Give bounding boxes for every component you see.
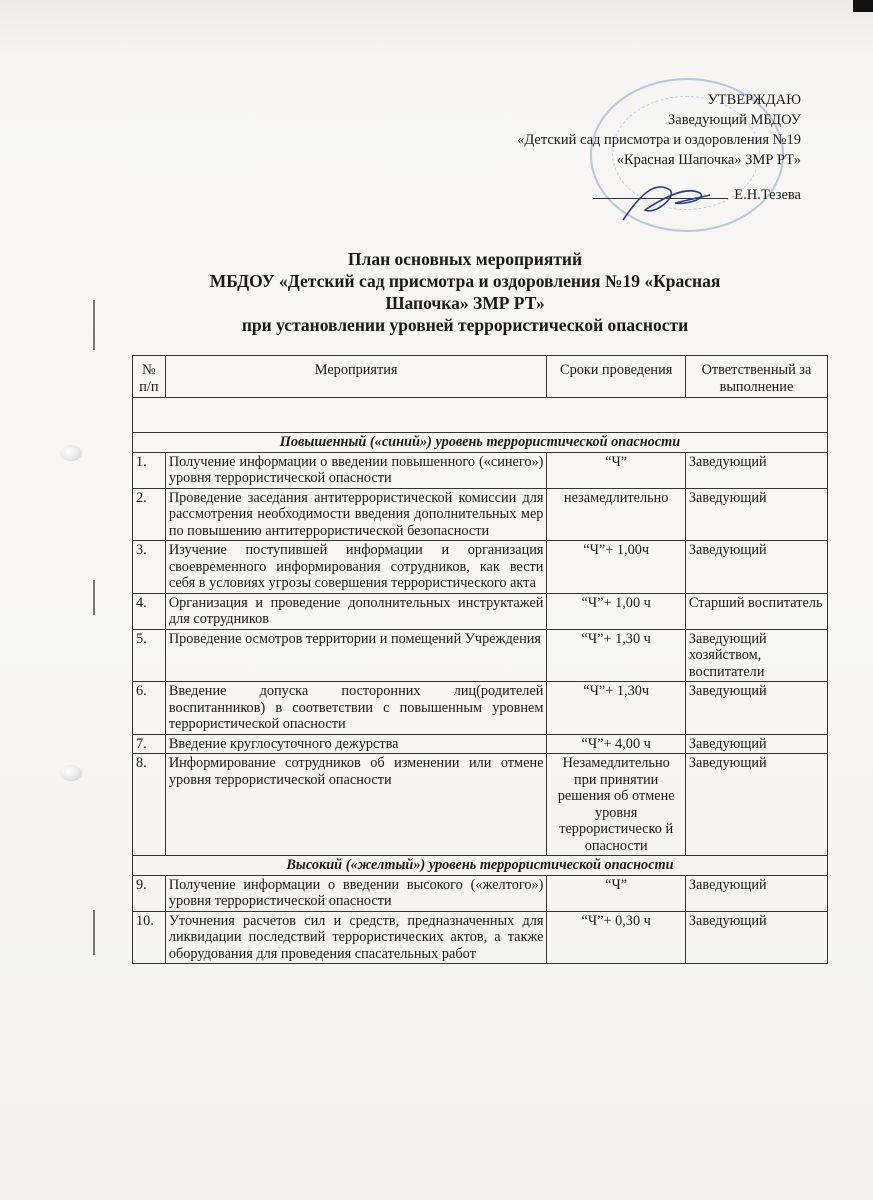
cell-term: “Ч” xyxy=(547,452,685,488)
cell-term: Незамедлительно при принятии решения об отмене уровня террористическо й опасности xyxy=(547,754,685,856)
table-row xyxy=(133,682,828,735)
table-row xyxy=(133,593,828,629)
cell-responsible: Заведующий xyxy=(685,452,827,488)
table-row xyxy=(133,754,828,856)
activities-table xyxy=(132,355,828,964)
cell-term: “Ч”+ 0,30 ч xyxy=(547,911,685,964)
cell-term: незамедлительно xyxy=(547,488,685,541)
cell-term: “Ч”+ 1,30 ч xyxy=(547,629,685,682)
section-row-yellow xyxy=(133,856,828,876)
section-heading: Высокий («желтый») уровень террористической опасности xyxy=(133,856,828,876)
cell-activity: Получение информации о введении повышенного («синего») уровня террористической опасности xyxy=(165,452,547,488)
cell-num: 4. xyxy=(133,593,166,629)
cell-activity: Введение круглосуточного дежурства xyxy=(165,734,547,754)
cell-activity: Уточнения расчетов сил и средств, предназначенных для ликвидации последствий террористических актов, а также оборудования для проведения спасательных работ xyxy=(165,911,547,964)
cell-activity: Информирование сотрудников об изменении или отмене уровня террористической опасности xyxy=(165,754,547,856)
section-heading: Повышенный («синий») уровень террористической опасности xyxy=(133,433,828,453)
cell-term: “Ч”+ 4,00 ч xyxy=(547,734,685,754)
cell-num: 10. xyxy=(133,911,166,964)
binder-mark xyxy=(93,910,95,955)
cell-activity: Введение допуска посторонних лиц(родителей воспитанников) в соответствии с повышенным уровнем террористической опасности xyxy=(165,682,547,735)
cell-num: 5. xyxy=(133,629,166,682)
title-line-3: Шапочка» ЗМР РТ» xyxy=(385,293,545,313)
cell-activity: Получение информации о введении высокого («желтого») уровня террористической опасности xyxy=(165,875,547,911)
cell-num: 2. xyxy=(133,488,166,541)
header-activity: Мероприятия xyxy=(165,356,547,398)
header-num: № п/п xyxy=(133,356,166,398)
blank-row xyxy=(133,398,828,433)
cell-activity: Изучение поступившей информации и организация своевременного информирования сотрудников, как вести себя в условиях угрозы совершения террористического акта xyxy=(165,541,547,594)
approval-position: Заведующий МБДОУ xyxy=(668,112,801,128)
header-term: Сроки проведения xyxy=(547,356,685,398)
cell-num: 6. xyxy=(133,682,166,735)
approval-org-line2: «Красная Шапочка» ЗМР РТ» xyxy=(616,152,801,168)
table-row xyxy=(133,911,828,964)
table-row xyxy=(133,452,828,488)
cell-responsible: Заведующий xyxy=(685,682,827,735)
binder-mark xyxy=(93,580,95,615)
cell-term: “Ч”+ 1,00 ч xyxy=(547,593,685,629)
title-line-4: при установлении уровней террористической опасности xyxy=(241,315,689,335)
cell-num: 1. xyxy=(133,452,166,488)
punch-hole-icon xyxy=(60,445,82,461)
table-header-row xyxy=(133,356,828,398)
scan-corner xyxy=(853,0,873,12)
title-line-2: МБДОУ «Детский сад присмотра и оздоровления №19 «Красная xyxy=(209,271,721,291)
section-row-blue xyxy=(133,433,828,453)
approval-heading: УТВЕРЖДАЮ xyxy=(707,92,801,108)
document-title xyxy=(120,248,810,336)
cell-term: “Ч”+ 1,30ч xyxy=(547,682,685,735)
title-line-1: План основных мероприятий xyxy=(347,249,583,269)
cell-activity: Проведение заседания антитеррористической комиссии для рассмотрения необходимости введения дополнительных мер по повышению антитеррористической безопасности xyxy=(165,488,547,541)
cell-activity: Проведение осмотров территории и помещений Учреждения xyxy=(165,629,547,682)
table-row xyxy=(133,629,828,682)
cell-responsible: Старший воспитатель xyxy=(685,593,827,629)
table-row xyxy=(133,875,828,911)
approval-signer: Е.Н.Тезева xyxy=(734,187,801,203)
binder-mark xyxy=(93,300,95,350)
table-row xyxy=(133,488,828,541)
table-row xyxy=(133,541,828,594)
cell-num: 3. xyxy=(133,541,166,594)
cell-responsible: Заведующий хозяйством, воспитатели xyxy=(685,629,827,682)
cell-num: 8. xyxy=(133,754,166,856)
cell-term: “Ч”+ 1,00ч xyxy=(547,541,685,594)
punch-hole-icon xyxy=(60,765,82,781)
cell-term: “Ч” xyxy=(547,875,685,911)
table-row xyxy=(133,734,828,754)
cell-responsible: Заведующий xyxy=(685,734,827,754)
cell-num: 9. xyxy=(133,875,166,911)
header-responsible: Ответственный за выполнение xyxy=(685,356,827,398)
cell-responsible: Заведующий xyxy=(685,911,827,964)
cell-responsible: Заведующий xyxy=(685,875,827,911)
cell-activity: Организация и проведение дополнительных инструктажей для сотрудников xyxy=(165,593,547,629)
cell-responsible: Заведующий xyxy=(685,541,827,594)
cell-responsible: Заведующий xyxy=(685,754,827,856)
handwritten-signature-icon xyxy=(615,175,725,230)
approval-org-line1: «Детский сад присмотра и оздоровления №19 xyxy=(517,132,801,148)
cell-num: 7. xyxy=(133,734,166,754)
cell-responsible: Заведующий xyxy=(685,488,827,541)
